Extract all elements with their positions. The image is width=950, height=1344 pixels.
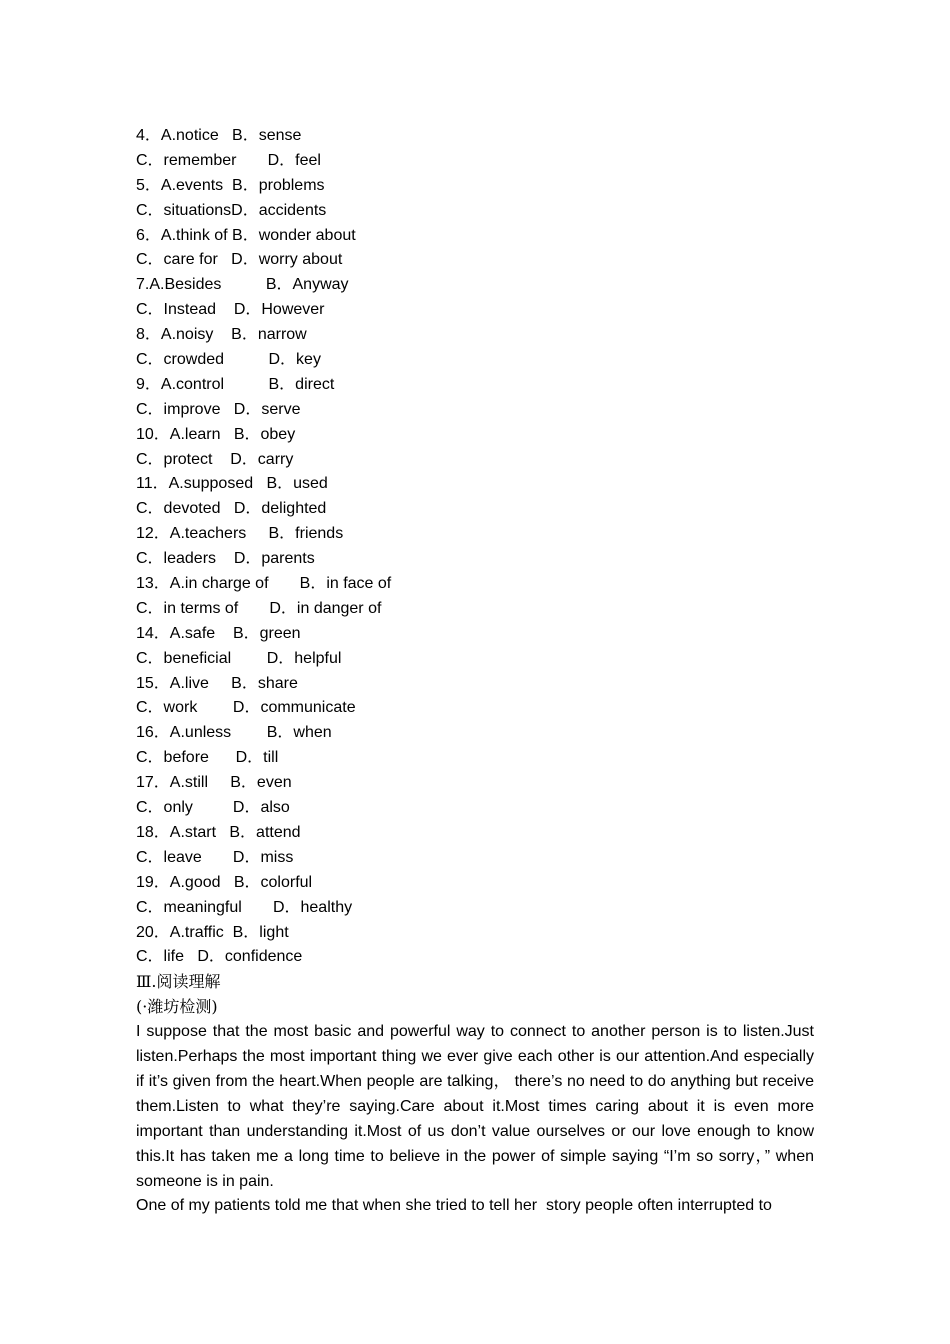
option-line: C．Instead D．However [136,301,325,319]
option-line: 7.A.Besides B．Anyway [136,276,349,294]
option-line: 14．A.safe B．green [136,624,301,642]
option-line: 11．A.supposed B．used [136,475,328,493]
option-line: 12．A.teachers B．friends [136,525,344,543]
option-line: 20．A.traffic B．light [136,923,289,941]
option-line: 19．A.good B．colorful [136,873,313,891]
answer-options [136,124,814,970]
option-line: 13．A.in charge of B．in face of [136,575,392,593]
option-line: C．life D．confidence [136,948,303,966]
option-line: 4．A.notice B．sense [136,127,302,144]
option-line: C．remember D．feel [136,151,321,169]
option-line: 6．A.think of B．wonder about [136,226,356,244]
section-heading: Ⅲ.阅读理解 [136,972,221,992]
option-line: 8．A.noisy B．narrow [136,326,307,344]
option-line: 16．A.unless B．when [136,724,332,742]
passage-paragraph-2: One of my patients told me that when she tried to tell her story people often interrupted to [136,1197,772,1215]
option-line: C．situationsD．accidents [136,201,327,219]
option-line: C．only D．also [136,799,290,817]
option-line: C．beneficial D．helpful [136,649,342,667]
option-line: 18．A.start B．attend [136,823,301,841]
passage-paragraph-1: I suppose that the most basic and powerful way to connect to another person is to listen.Just listen.Perhaps the most important thing we ever give each other is our attention.And especially if it’s given from the heart.When people are talking， there’s no need to do anything but receive them.Listen to what they’re saying.Care about it.Most times caring about it is even more important than understanding it.Most of us don’t value ourselves or our love enough to know this.It has taken me a long time to believe in the power of simple saying “I’m so sorry，” when someone is in pain. [136,1023,814,1190]
option-line: C．leaders D．parents [136,550,315,568]
option-line: C．before D．till [136,749,279,767]
option-line: 5．A.events B．problems [136,176,325,194]
option-line: C．devoted D．delighted [136,500,327,518]
option-line: C．in terms of D．in danger of [136,599,382,617]
option-line: C．work D．communicate [136,699,356,717]
option-line: 9．A.control B．direct [136,375,335,393]
source-note: (·潍坊检测) [136,997,218,1017]
option-line: 15．A.live B．share [136,674,298,692]
option-line: C．meaningful D．healthy [136,898,353,916]
option-line: C．improve D．serve [136,400,301,418]
option-line: 17．A.still B．even [136,774,292,792]
option-line: 10．A.learn B．obey [136,425,296,443]
option-line: C．care for D．worry about [136,251,343,269]
option-line: C．leave D．miss [136,848,294,866]
option-line: C．protect D．carry [136,450,294,468]
document-page [136,124,814,1219]
option-line: C．crowded D．key [136,351,321,369]
